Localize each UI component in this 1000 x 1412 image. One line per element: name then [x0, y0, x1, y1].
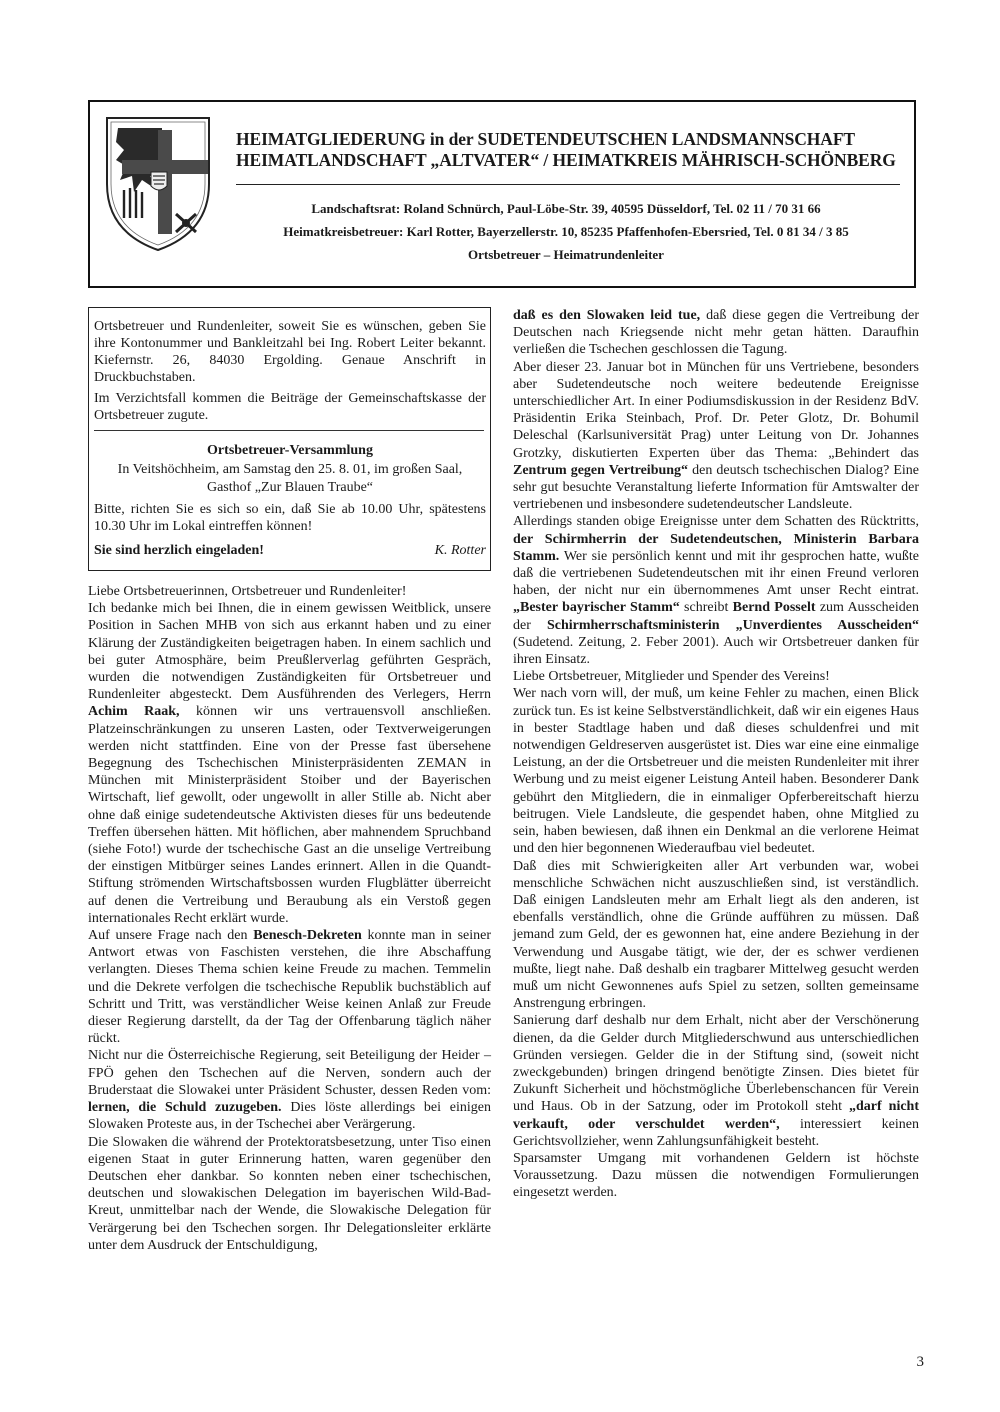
- left-paragraph-2: Auf unsere Frage nach den Benesch-Dekreten konnte man in seiner Antwort etwas von Faschisten verstehen, die ihre Abschaffung verlangten. Dieses Thema schien keine Freude zu machen. Temmelin und die Dekrete verfolgen die tschechische Republik buchstäblich auf Schritt und Tritt, was verständlicher Weise keinen Anlaß zur Freude dieser Regierung darstellt, da der Tag der Offenbarung täglich näher rückt.: [88, 928, 492, 1047]
- right-paragraph-2: Aber dieser 23. Januar bot in München für uns Vertriebene, besonders aber Sudetendeutsche noch weitere bedeutende Ereignisse unterschiedlicher Art. In einer Podiumsdiskussion in der Residenz BdV. Präsidentin Erika Steinbach, Prof. Dr. Peter Glotz, Dr. Bohumil Deleschal (Karlsuniversität Prag) unter Leitung von Dr. Johannes Grotzky, diskutierten Experten über das Thema: „Behindert das Zentrum gegen Vertreibung“ den deutsch tschechischen Dialog? Eine sehr gut besuchte Veranstaltung lieferte Information für Amtswalter der vertriebenen und insbesondere sudetendeutscher Landsleute.: [513, 359, 919, 513]
- left-paragraph-1: Ich bedanke mich bei Ihnen, die in einem gewissen Weitblick, unsere Position in Sachen MHB von sich aus erkannt haben und zu einer Klärung der Zuständigkeiten beigetragen haben. In einem sachlich und bei guter Atmosphäre, beim Preußlerverlag geführten Gespräch, wurden die notwendigen Zuständigkeiten für Ortsbetreuer und Rundenleiter abgesteckt. Dem Ausführenden des Verlegers, Herrn Achim Raak, können wir uns vertrauensvoll anschließen. Platzeinschränkungen zu unseren Lasten, oder Textverweigerungen werden nicht stattfinden. Eine von der Presse fast übersehene Begegnung des Tschechischen Ministerpräsidenten ZEMAN in München mit Ministerpräsident Stoiber und der Bayerischen Wirtschaft, lief gewollt, oder ungewollt in aller Stille ab. Nicht aber ohne daß einige sudetendeutsche Aktivisten dieses für uns bedeutende Treffen übersehen hätten. Mit höflichen, aber mahnendem Spruchband (siehe Foto!) wurde der tschechische Gast an die unselige Vertreibung der einstigen Mitbürger seines Landes erinnert. Allen in die Quandt-Stiftung strömenden Wirtschaftsbossen wurden Flugblätter überreicht auf denen die Vertreibung und Beraubung als ein Verstoß gegen internationales Recht erklärt wurde.: [88, 601, 492, 926]
- header-subtitle: Ortsbetreuer – Heimatrundenleiter: [468, 247, 664, 262]
- right-paragraph-5: Daß dies mit Schwierigkeiten aller Art verbunden war, wobei menschliche Schwächen nicht auszuschließen sind, ist verständlich. Daß einigen Landsleuten mehr am Erhalt liegt als den anderen, ist ebenfalls verständlich, ohne die Gründe aufführen zu müssen. Daß jemand zum Geld, der es gewonnen hat, eine andere Beziehung in der Verwendung und Ausgabe tätigt, wie der, der es schwer verdienen mußte, liegt nahe. Daß deshalb ein tragbarer Mittelweg gesucht werden muß um nicht Gewonnenes aufs Spiel zu setzen, sollten gemeinsame Anstrengung erbringen.: [513, 858, 919, 1012]
- right-paragraph-1: daß es den Slowaken leid tue, daß diese gegen die Vertreibung der Deutschen nach Kriegsende nicht mehr getan hätten. Daraufhin verließen die Tschechen geschlossen die Tagung.: [513, 308, 919, 358]
- meeting-title: Ortsbetreuer-Versammlung: [207, 443, 373, 458]
- coat-of-arms-icon: [104, 114, 212, 252]
- right-column: [513, 307, 919, 1202]
- invite-text: Sie sind herzlich eingeladen!: [94, 543, 264, 558]
- meeting-line-2: Gasthof „Zur Blauen Traube“: [206, 480, 374, 495]
- left-column: [88, 583, 491, 1254]
- notice-paragraph-2: Im Verzichtsfall kommen die Beiträge der Gemeinschaftskasse der Ortsbetreuer zugute.: [94, 391, 486, 423]
- notice-paragraph-1: Ortsbetreuer und Rundenleiter, soweit Sie es wünschen, geben Sie ihre Kontonummer und Bankleitzahl bei Ing. Robert Leiter bekannt. Kiefernstr. 26, 84030 Ergolding. Genaue Anschrift in Druckbuchstaben.: [94, 319, 486, 385]
- greeting: Liebe Ortsbetreuerinnen, Ortsbetreuer und Rundenleiter!: [88, 584, 407, 599]
- left-paragraph-3: Nicht nur die Österreichische Regierung, seit Beteiligung der Heider – FPÖ gehen den Tschechen auf die Nerven, sondern auch der Bruderstaat die Slowakei unter Präsident Schuster, dessen Reden vom: lernen, die Schuld zuzugeben. Dies löste allerdings bei einigen Slowaken Proteste aus, in der Tschechei aber Verärgerung.: [88, 1048, 491, 1133]
- meeting-line-1: In Veitshöchheim, am Samstag den 25. 8. 01, im großen Saal,: [117, 462, 463, 477]
- signature: K. Rotter: [434, 543, 486, 558]
- header-divider: [236, 184, 900, 185]
- right-paragraph-6: Sanierung darf deshalb nur dem Erhalt, nicht aber der Verschönerung dienen, da die Gelder durch Mitgliederschwund aus unterschiedlichen Gründen versiegen. Gelder die in der Stiftung sind, (soweit nicht zweckgebunden) bringen dringend benötigte Zinsen. Dies bietet für Zukunft Sicherheit und höchstmögliche Überlebenschancen für Verein und Haus. Ob in der Satzung, oder im Protokoll steht „darf nicht verkauft, oder verschuldet werden“, interessiert keinen Gerichtsvollzieher, wenn Zahlungsunfähigkeit besteht.: [513, 1013, 920, 1149]
- header-address-1: Landschaftsrat: Roland Schnürch, Paul-Löbe-Str. 39, 40595 Düsseldorf, Tel. 02 11 / 70 31 66: [311, 201, 821, 216]
- right-greeting: Liebe Ortsbetreuer, Mitglieder und Spender des Vereins!: [513, 669, 830, 685]
- left-paragraph-4: Die Slowaken die während der Protektoratsbesetzung, unter Tiso einen eigenen Staat in guter Erinnerung hatten, waren gegenüber den Deutschen eher dankbar. So konnten neben einer tschechischen, deutschen und slowakischen Delegation im bayerischen Wild-Bad-Kreut, unmittelbar nach der Wende, die Slowakische Delegation für Verärgerung bei den Tschechen sorgen. Ihr Delegationsleiter erklärte unter dem Ausdruck der Entschuldigung,: [88, 1134, 491, 1253]
- header-address-2: Heimatkreisbetreuer: Karl Rotter, Bayerzellerstr. 10, 85235 Pfaffenhofen-Ebersried, Tel. 0 81 34 / 3 85: [283, 224, 849, 239]
- right-paragraph-3: Allerdings standen obige Ereignisse unter dem Schatten des Rücktritts, der Schirmherrin der Sudetendeutschen, Ministerin Barbara Stamm. Wer sie persönlich kennt und mit ihr gesprochen hatte, wußte daß die vertriebenen Sudetendeutschen mit ihr einen Freund verloren haben, der nicht nur ein übernommenes Amt unser Recht eintrat. „Bester bayrischer Stamm“ schreibt Bernd Posselt zum Ausscheiden der Schirmherrschaftsministerin „Unverdientes Ausscheiden“ (Sudetend. Zeitung, 2. Feber 2001). Auch wir Ortsbetreuer danken für ihren Einsatz.: [513, 514, 919, 668]
- page-number: 3: [916, 1354, 924, 1370]
- right-paragraph-4: Wer nach vorn will, der muß, um keine Fehler zu machen, einen Blick zurück tun. Es ist keine Selbstverständlichkeit, daß wir ein eigenes Haus in bester Stadtlage haben und daß dieses schuldenfrei und mit notwendigen Geldreserven ausgerüstet ist. Dies war eine eine einmalige Leistung, an der die Ortsbetreuer und die meisten Rundenleiter mit ihrer Werbung und zu meist eigener Leistung Anteil haben. Besonderer Dank gebührt den Mitgliedern, die in einmaliger Opferbereitschaft hierzu beitrugen. Viele Landsleute, die gespendet haben, ohne Mitglied zu sein, haben bewiesen, daß ihnen ein Denkmal an die verlorene Heimat und den hier begonnenen Wiederaufbau viel bedeutet.: [513, 686, 919, 857]
- meeting-request: Bitte, richten Sie es sich so ein, daß Sie ab 10.00 Uhr, spätestens 10.30 Uhr im Lokal eintreffen können!: [94, 502, 486, 534]
- notice-divider: [94, 430, 484, 431]
- header-title-line-1: HEIMATGLIEDERUNG in der SUDETENDEUTSCHEN LANDSMANNSCHAFT: [236, 129, 855, 149]
- header-title-line-2: HEIMATLANDSCHAFT „ALTVATER“ / HEIMATKREIS MÄHRISCH-SCHÖNBERG: [236, 150, 896, 170]
- right-paragraph-7: Sparsamster Umgang mit vorhandenen Geldern ist höchste Voraussetzung. Dazu müssen die notwendigen Formulierungen eingesetzt werden.: [513, 1150, 919, 1201]
